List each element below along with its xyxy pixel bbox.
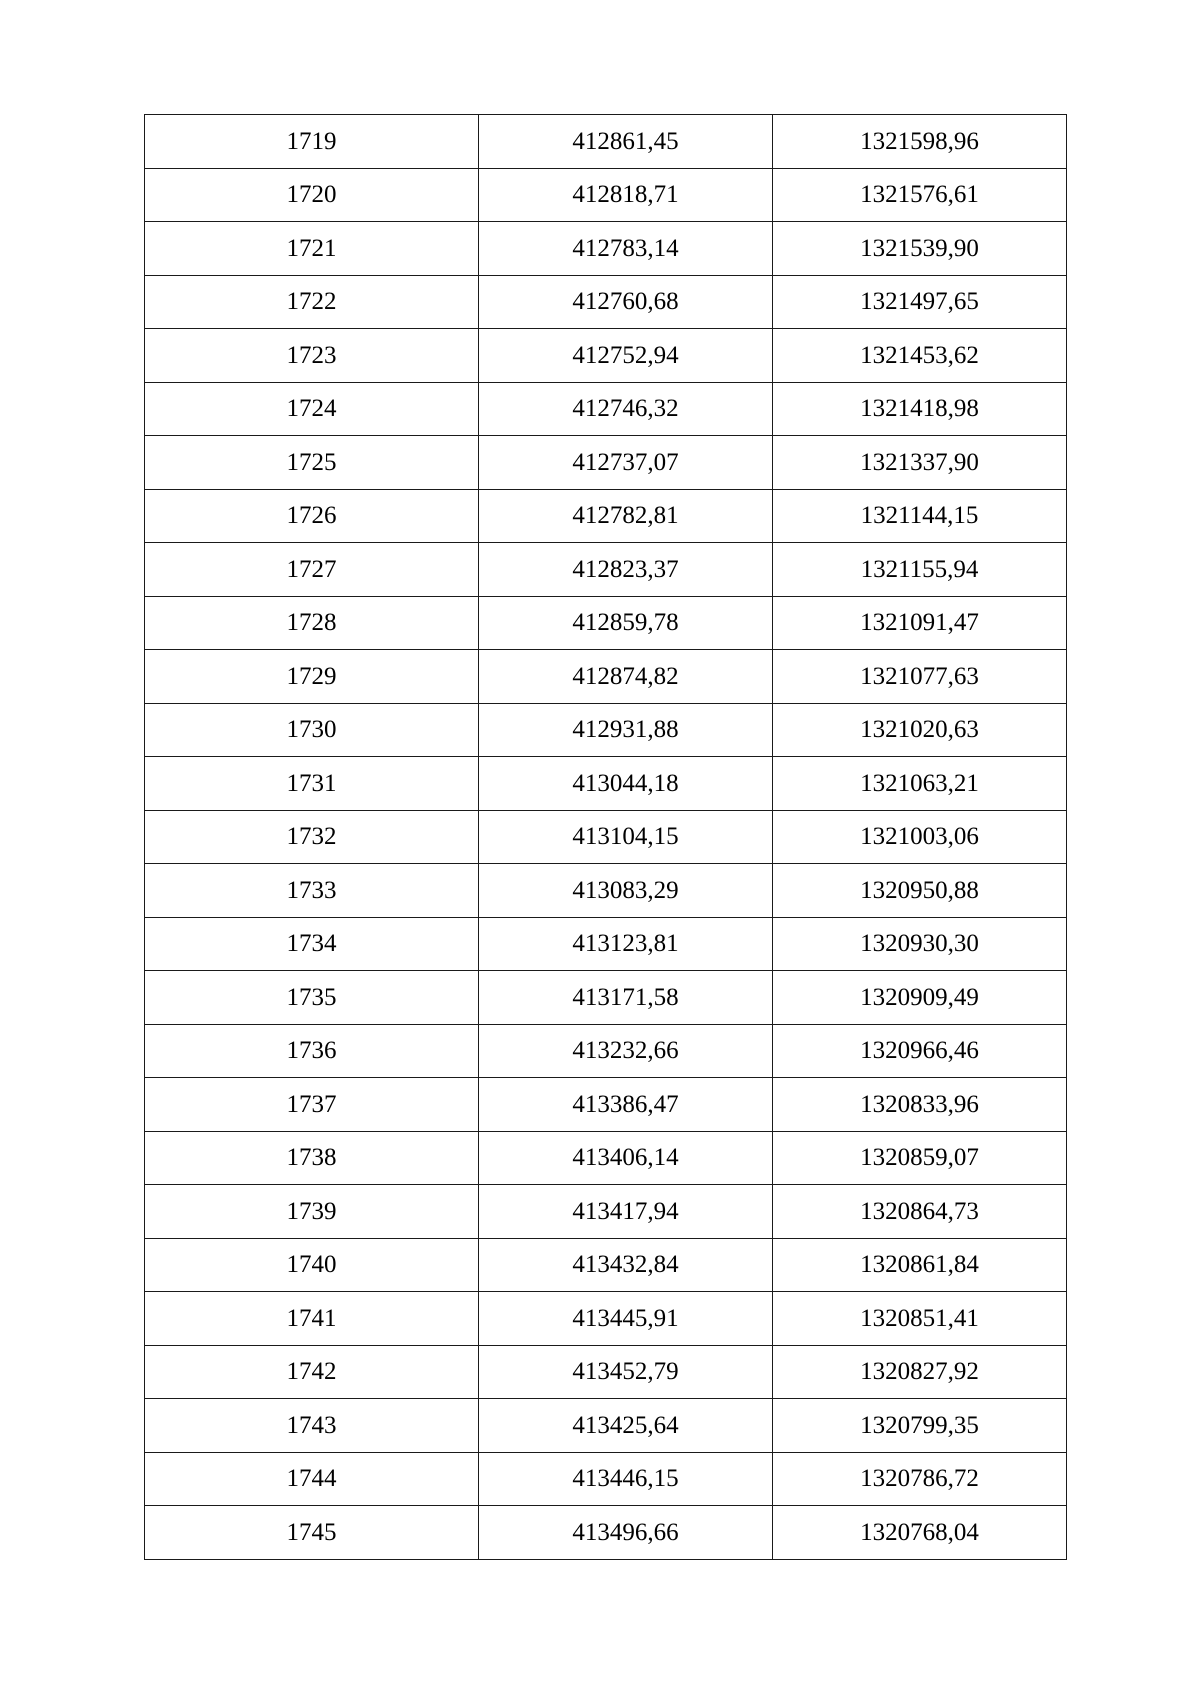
- point-number-cell: 1722: [145, 275, 479, 329]
- point-number-cell: 1728: [145, 596, 479, 650]
- table-row: [145, 1024, 1067, 1078]
- table-row: [145, 115, 1067, 169]
- y-coordinate-cell: 1320930,30: [773, 917, 1067, 971]
- y-coordinate-cell: 1320768,04: [773, 1506, 1067, 1560]
- point-number-cell: 1732: [145, 810, 479, 864]
- y-coordinate-cell: 1320827,92: [773, 1345, 1067, 1399]
- y-coordinate-cell: 1321337,90: [773, 436, 1067, 490]
- point-number-cell: 1723: [145, 329, 479, 383]
- table-row: [145, 757, 1067, 811]
- point-number-cell: 1721: [145, 222, 479, 276]
- x-coordinate-cell: 412874,82: [479, 650, 773, 704]
- table-row: [145, 1292, 1067, 1346]
- x-coordinate-cell: 413417,94: [479, 1185, 773, 1239]
- x-coordinate-cell: 413425,64: [479, 1399, 773, 1453]
- coordinates-table-body: [145, 115, 1067, 1560]
- point-number-cell: 1744: [145, 1452, 479, 1506]
- table-row: [145, 864, 1067, 918]
- table-row: [145, 1452, 1067, 1506]
- y-coordinate-cell: 1320861,84: [773, 1238, 1067, 1292]
- x-coordinate-cell: 413496,66: [479, 1506, 773, 1560]
- table-row: [145, 703, 1067, 757]
- table-row: [145, 1078, 1067, 1132]
- point-number-cell: 1725: [145, 436, 479, 490]
- x-coordinate-cell: 412746,32: [479, 382, 773, 436]
- point-number-cell: 1741: [145, 1292, 479, 1346]
- y-coordinate-cell: 1321155,94: [773, 543, 1067, 597]
- x-coordinate-cell: 412783,14: [479, 222, 773, 276]
- x-coordinate-cell: 412861,45: [479, 115, 773, 169]
- table-row: [145, 1131, 1067, 1185]
- point-number-cell: 1726: [145, 489, 479, 543]
- table-row: [145, 543, 1067, 597]
- x-coordinate-cell: 413452,79: [479, 1345, 773, 1399]
- table-row: [145, 489, 1067, 543]
- y-coordinate-cell: 1321063,21: [773, 757, 1067, 811]
- x-coordinate-cell: 413104,15: [479, 810, 773, 864]
- x-coordinate-cell: 413386,47: [479, 1078, 773, 1132]
- y-coordinate-cell: 1321576,61: [773, 168, 1067, 222]
- y-coordinate-cell: 1320786,72: [773, 1452, 1067, 1506]
- point-number-cell: 1720: [145, 168, 479, 222]
- y-coordinate-cell: 1321598,96: [773, 115, 1067, 169]
- point-number-cell: 1745: [145, 1506, 479, 1560]
- table-row: [145, 436, 1067, 490]
- x-coordinate-cell: 412931,88: [479, 703, 773, 757]
- point-number-cell: 1734: [145, 917, 479, 971]
- point-number-cell: 1729: [145, 650, 479, 704]
- table-row: [145, 1399, 1067, 1453]
- table-row: [145, 275, 1067, 329]
- x-coordinate-cell: 412760,68: [479, 275, 773, 329]
- point-number-cell: 1724: [145, 382, 479, 436]
- table-row: [145, 971, 1067, 1025]
- x-coordinate-cell: 413123,81: [479, 917, 773, 971]
- point-number-cell: 1743: [145, 1399, 479, 1453]
- point-number-cell: 1727: [145, 543, 479, 597]
- y-coordinate-cell: 1320833,96: [773, 1078, 1067, 1132]
- x-coordinate-cell: 412782,81: [479, 489, 773, 543]
- point-number-cell: 1733: [145, 864, 479, 918]
- y-coordinate-cell: 1320966,46: [773, 1024, 1067, 1078]
- table-row: [145, 650, 1067, 704]
- x-coordinate-cell: 412859,78: [479, 596, 773, 650]
- y-coordinate-cell: 1321077,63: [773, 650, 1067, 704]
- point-number-cell: 1737: [145, 1078, 479, 1132]
- x-coordinate-cell: 412752,94: [479, 329, 773, 383]
- y-coordinate-cell: 1321539,90: [773, 222, 1067, 276]
- table-row: [145, 1345, 1067, 1399]
- y-coordinate-cell: 1320950,88: [773, 864, 1067, 918]
- y-coordinate-cell: 1321453,62: [773, 329, 1067, 383]
- x-coordinate-cell: 413232,66: [479, 1024, 773, 1078]
- point-number-cell: 1736: [145, 1024, 479, 1078]
- y-coordinate-cell: 1321144,15: [773, 489, 1067, 543]
- point-number-cell: 1731: [145, 757, 479, 811]
- table-row: [145, 1238, 1067, 1292]
- table-row: [145, 382, 1067, 436]
- y-coordinate-cell: 1320909,49: [773, 971, 1067, 1025]
- point-number-cell: 1740: [145, 1238, 479, 1292]
- point-number-cell: 1739: [145, 1185, 479, 1239]
- x-coordinate-cell: 413044,18: [479, 757, 773, 811]
- table-row: [145, 222, 1067, 276]
- x-coordinate-cell: 412737,07: [479, 436, 773, 490]
- point-number-cell: 1735: [145, 971, 479, 1025]
- point-number-cell: 1730: [145, 703, 479, 757]
- x-coordinate-cell: 413432,84: [479, 1238, 773, 1292]
- table-row: [145, 810, 1067, 864]
- table-row: [145, 596, 1067, 650]
- y-coordinate-cell: 1320859,07: [773, 1131, 1067, 1185]
- y-coordinate-cell: 1320864,73: [773, 1185, 1067, 1239]
- table-row: [145, 1506, 1067, 1560]
- x-coordinate-cell: 413406,14: [479, 1131, 773, 1185]
- y-coordinate-cell: 1321497,65: [773, 275, 1067, 329]
- x-coordinate-cell: 412823,37: [479, 543, 773, 597]
- point-number-cell: 1719: [145, 115, 479, 169]
- y-coordinate-cell: 1320799,35: [773, 1399, 1067, 1453]
- point-number-cell: 1738: [145, 1131, 479, 1185]
- table-row: [145, 329, 1067, 383]
- x-coordinate-cell: 412818,71: [479, 168, 773, 222]
- y-coordinate-cell: 1321091,47: [773, 596, 1067, 650]
- x-coordinate-cell: 413171,58: [479, 971, 773, 1025]
- table-row: [145, 917, 1067, 971]
- point-number-cell: 1742: [145, 1345, 479, 1399]
- y-coordinate-cell: 1321418,98: [773, 382, 1067, 436]
- y-coordinate-cell: 1321020,63: [773, 703, 1067, 757]
- x-coordinate-cell: 413445,91: [479, 1292, 773, 1346]
- y-coordinate-cell: 1320851,41: [773, 1292, 1067, 1346]
- table-row: [145, 1185, 1067, 1239]
- x-coordinate-cell: 413083,29: [479, 864, 773, 918]
- coordinates-table: [144, 114, 1067, 1560]
- x-coordinate-cell: 413446,15: [479, 1452, 773, 1506]
- y-coordinate-cell: 1321003,06: [773, 810, 1067, 864]
- table-row: [145, 168, 1067, 222]
